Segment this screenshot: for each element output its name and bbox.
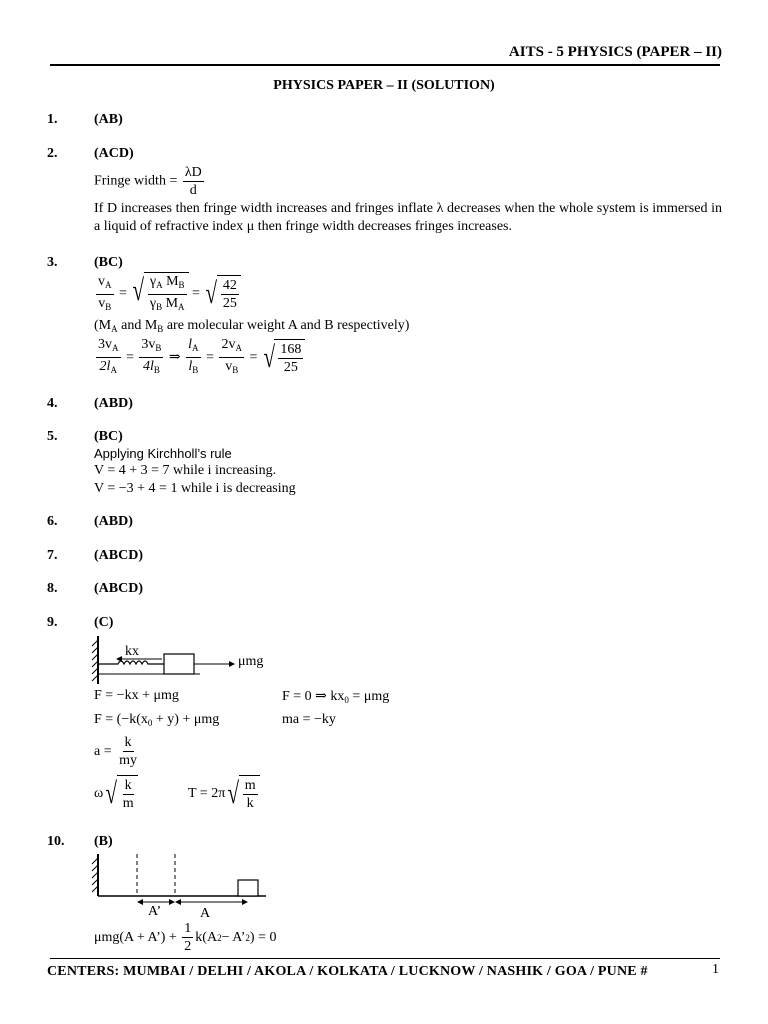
q1-answer: (AB) (94, 112, 123, 127)
q2-number: 2. (47, 146, 58, 161)
fig-kx-label: kx (125, 644, 139, 659)
q9-eq-e: a = $\frac{k}{my}$ (94, 735, 137, 768)
q3-note: ($M_A$ and $M_B$ are molecular weight A and B respectively) (94, 318, 410, 334)
fig-a-label: A (200, 906, 211, 921)
page-title: PHYSICS PAPER – II (SOLUTION) (273, 78, 495, 93)
q10-number: 10. (47, 834, 65, 849)
q9-eq-f: ω √ $\frac{k}{m}$ (94, 775, 138, 813)
fringe-label: Fringe width = (94, 173, 178, 189)
q3-equation-2: $\frac{3v_A}{2l_A}$ = $\frac{3v_B}{4l_B}$ ⇒ $\frac{l_A}{l_B}$ = $\frac{2v_A}{v_B}$ = √ $\frac{168}{25}$ (94, 336, 305, 379)
q9-answer: (C) (94, 615, 114, 630)
q9-eq-c: $F = (-k(x_0 + y) + \mu mg$ (94, 712, 220, 728)
q4-answer: (ABD) (94, 396, 133, 411)
q9-eq-g: T = 2π √ $\frac{m}{k}$ (188, 775, 260, 813)
q6-number: 6. (47, 514, 58, 529)
q10-displacement-figure (90, 850, 290, 920)
q10-answer: (B) (94, 834, 113, 849)
q4-number: 4. (47, 396, 58, 411)
header-rule (50, 64, 720, 66)
q3-number: 3. (47, 255, 58, 270)
q9-number: 9. (47, 615, 58, 630)
q9-eq-d: ma = −ky (282, 712, 336, 727)
q3-equation-1: $\frac{v_A}{v_B}$ = √ $\frac{\gamma_A M_B}{\gamma_B M_A}$ = √ $\frac{42}{25}$ (94, 272, 241, 316)
q9-eq-a: F = −kx + μmg (94, 688, 179, 703)
q5-line-3: V = −3 + 4 = 1 while i is decreasing (94, 481, 296, 496)
footer-rule (50, 958, 720, 959)
q5-line-1: Applying Kirchholl’s rule (94, 446, 232, 461)
q9-eq-b: F = 0 ⇒ $kx_0 = \mu mg$ (282, 689, 390, 705)
q10-energy-equation: μmg(A + A’) + $\frac{1}{2}$ k(A 2 − A’ 2 ) = 0 (94, 921, 277, 954)
fringe-num: λD (184, 165, 202, 180)
running-header: AITS - 5 PHYSICS (PAPER – II) (508, 44, 722, 60)
fringe-den: d (189, 183, 197, 198)
q3-answer: (BC) (94, 255, 123, 270)
q5-number: 5. (47, 429, 58, 444)
q7-number: 7. (47, 548, 58, 563)
q1-number: 1. (47, 112, 58, 127)
q8-answer: (ABCD) (94, 581, 143, 596)
q5-line-2: V = 4 + 3 = 7 while i increasing. (94, 463, 277, 478)
q2-explanation: If D increases then fringe width increases and fringes inflate λ decreases when the whole system is immersed in a liquid of refractive index μ then fringe width decreases fringes increases. (94, 201, 722, 234)
fig-a-prime-label: A’ (148, 904, 162, 919)
page-number: 1 (712, 962, 719, 977)
fig-umg-label: μmg (238, 654, 264, 669)
q2-answer: (ACD) (94, 146, 134, 161)
q8-number: 8. (47, 581, 58, 596)
q7-answer: (ABCD) (94, 548, 143, 563)
q2-fringe-formula (94, 164, 206, 199)
footer-centers: CENTERS: MUMBAI / DELHI / AKOLA / KOLKATA / LUCKNOW / NASHIK / GOA / PUNE # (47, 964, 648, 979)
q6-answer: (ABD) (94, 514, 133, 529)
q5-answer: (BC) (94, 429, 123, 444)
